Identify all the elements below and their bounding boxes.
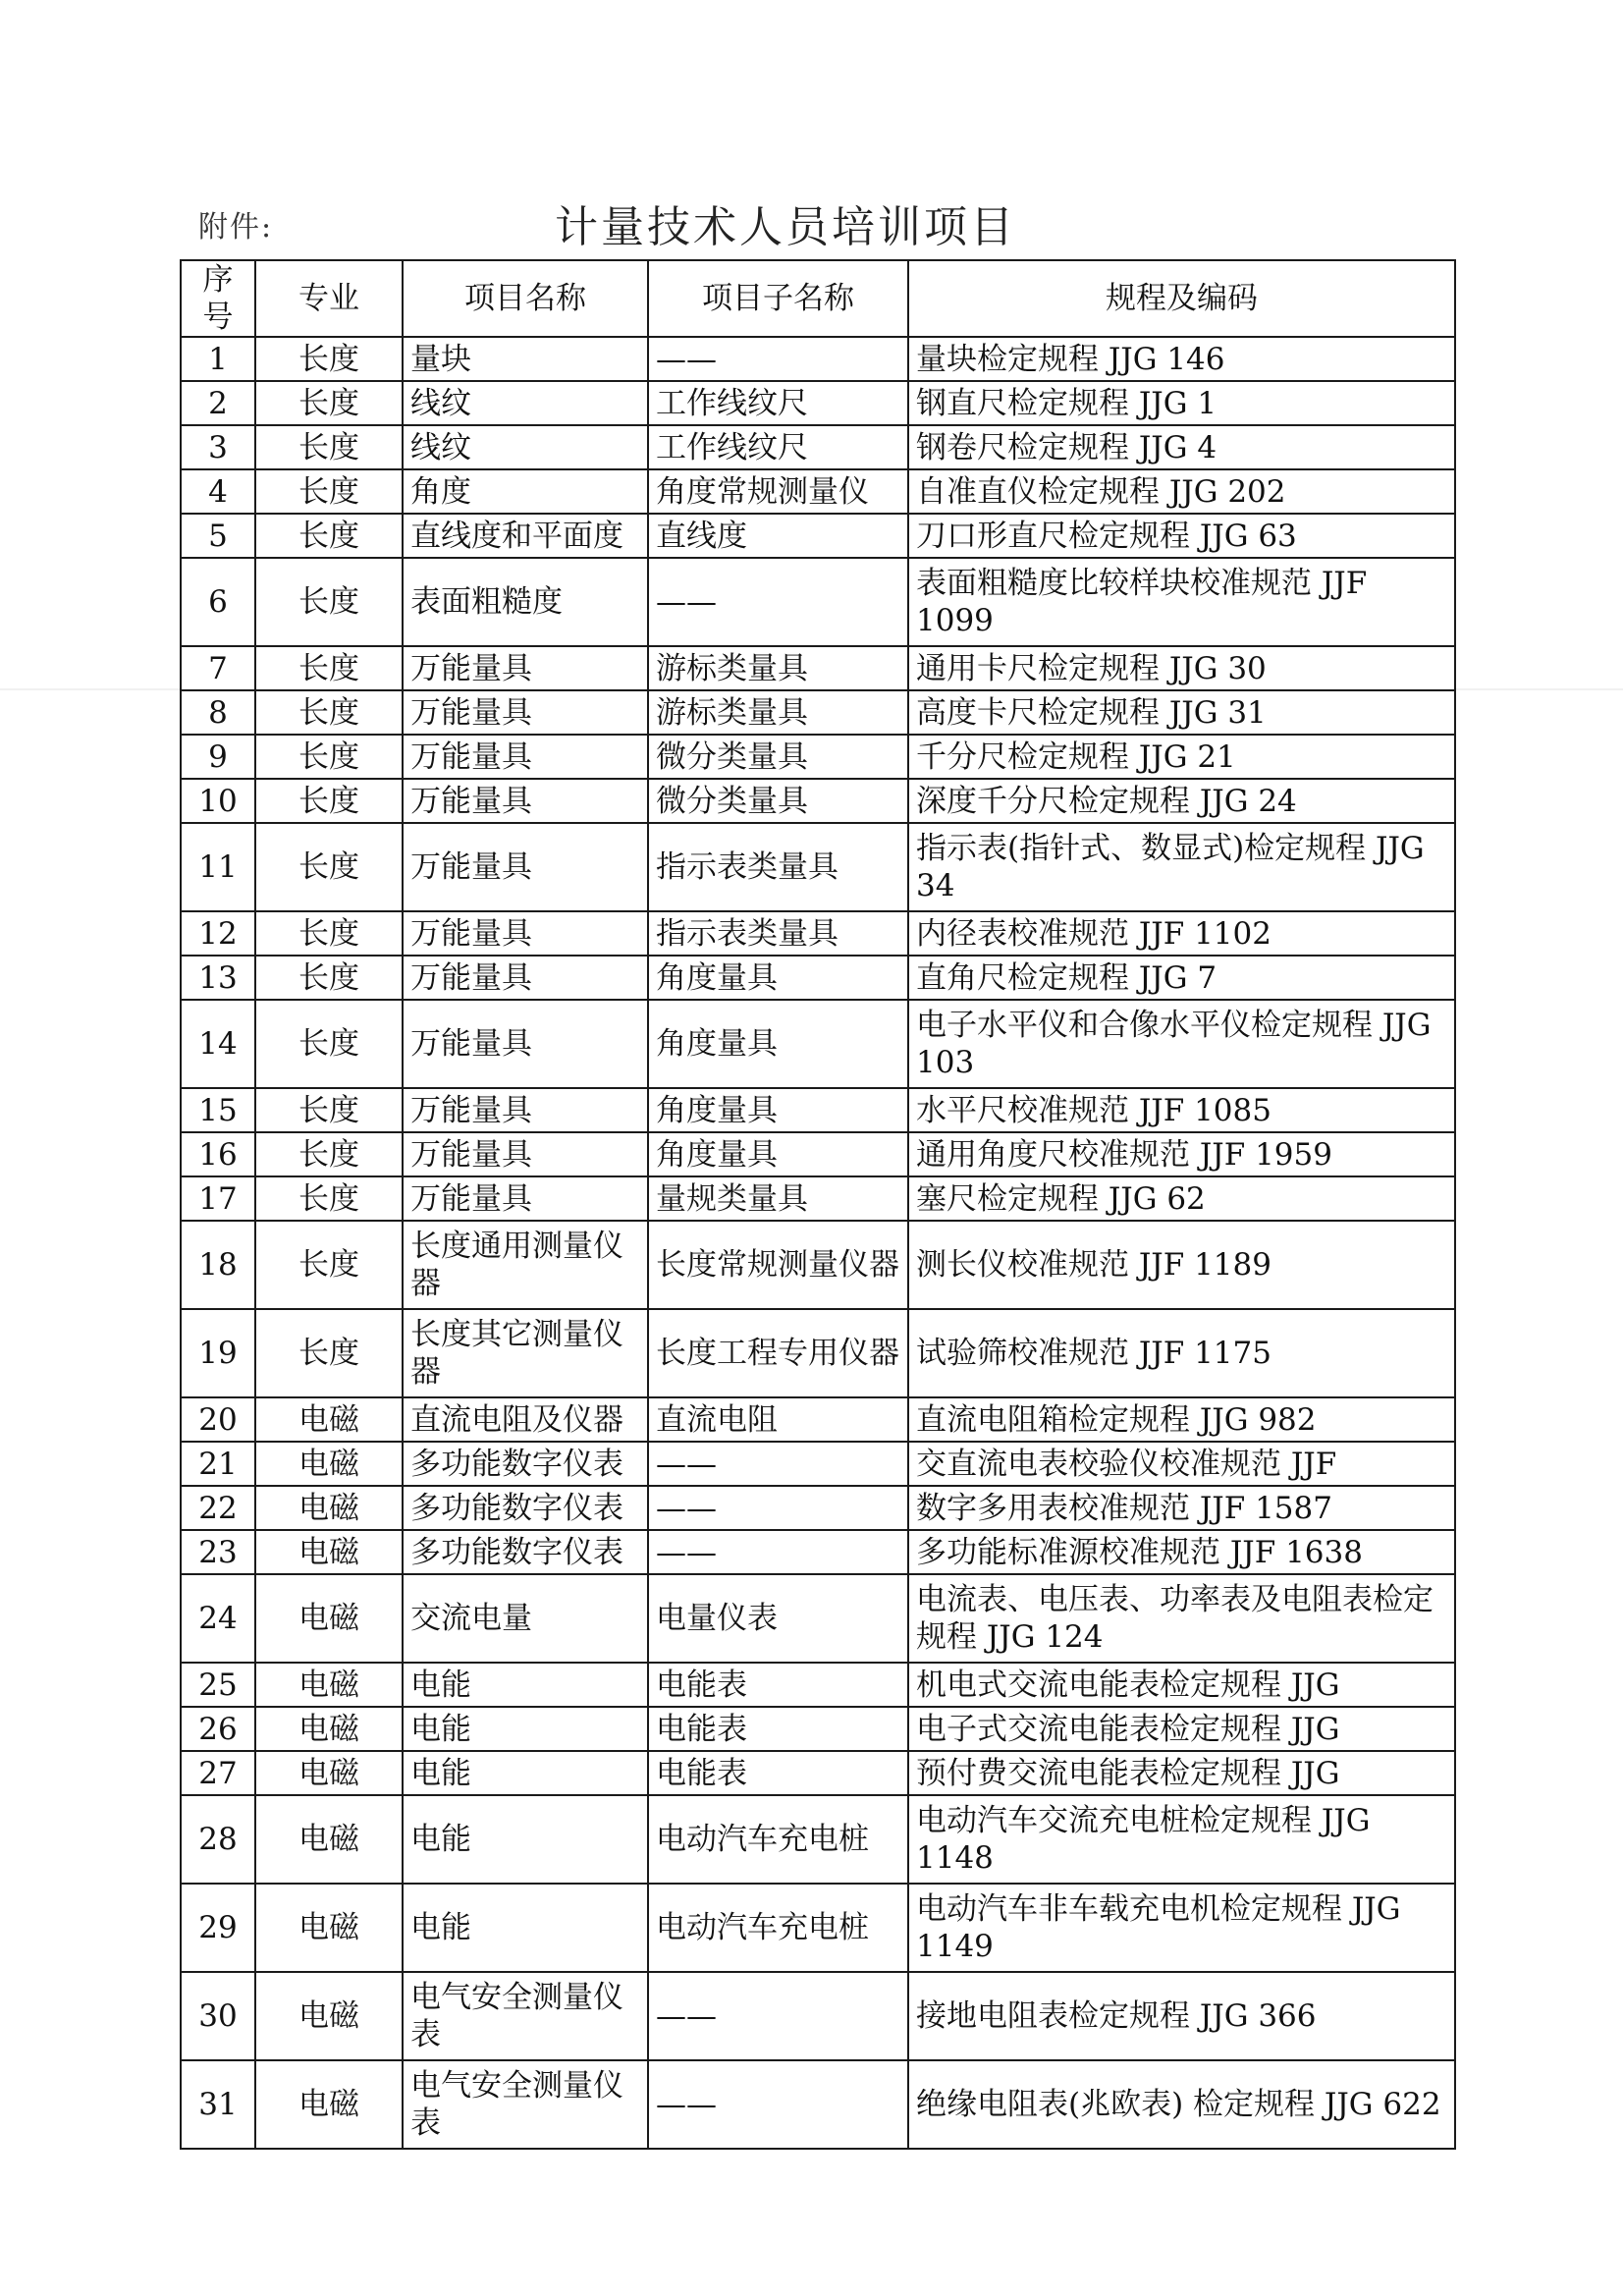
cell-subitem-name: 工作线纹尺: [648, 425, 908, 469]
cell-subitem-name: 角度量具: [648, 1132, 908, 1176]
cell-regulation: 电子水平仪和合像水平仪检定规程 JJG 103: [908, 1000, 1455, 1088]
cell-discipline: 长度: [255, 558, 403, 646]
table-row: [181, 735, 1455, 779]
table-row: [181, 823, 1455, 911]
cell-item-name: 电能: [403, 1884, 648, 1972]
table-row: [181, 911, 1455, 956]
cell-discipline: 长度: [255, 956, 403, 1000]
cell-regulation: 千分尺检定规程 JJG 21: [908, 735, 1455, 779]
cell-discipline: 长度: [255, 1132, 403, 1176]
cell-no: 22: [181, 1486, 255, 1530]
cell-subitem-name: 直流电阻: [648, 1397, 908, 1442]
cell-discipline: 长度: [255, 646, 403, 690]
table-row: [181, 1221, 1455, 1309]
header-discipline: 专业: [255, 260, 403, 337]
cell-subitem-name: 长度工程专用仪器: [648, 1309, 908, 1397]
cell-no: 6: [181, 558, 255, 646]
cell-subitem-name: 游标类量具: [648, 690, 908, 735]
table-row: [181, 514, 1455, 558]
cell-regulation: 多功能标准源校准规范 JJF 1638: [908, 1530, 1455, 1574]
cell-item-name: 长度其它测量仪器: [403, 1309, 648, 1397]
cell-item-name: 电能: [403, 1707, 648, 1751]
cell-discipline: 电磁: [255, 1707, 403, 1751]
cell-no: 11: [181, 823, 255, 911]
cell-regulation: 钢卷尺检定规程 JJG 4: [908, 425, 1455, 469]
cell-regulation: 塞尺检定规程 JJG 62: [908, 1176, 1455, 1221]
header-row: [181, 260, 1455, 337]
cell-item-name: 万能量具: [403, 911, 648, 956]
cell-item-name: 电能: [403, 1663, 648, 1707]
cell-discipline: 电磁: [255, 1442, 403, 1486]
cell-regulation: 试验筛校准规范 JJF 1175: [908, 1309, 1455, 1397]
header-subitem-name: 项目子名称: [648, 260, 908, 337]
cell-discipline: 电磁: [255, 1486, 403, 1530]
cell-no: 15: [181, 1088, 255, 1132]
cell-item-name: 线纹: [403, 381, 648, 425]
cell-subitem-name: 直线度: [648, 514, 908, 558]
table-row: [181, 425, 1455, 469]
cell-regulation: 电动汽车交流充电桩检定规程 JJG 1148: [908, 1795, 1455, 1884]
table-row: [181, 1530, 1455, 1574]
cell-regulation: 机电式交流电能表检定规程 JJG: [908, 1663, 1455, 1707]
cell-subitem-name: 工作线纹尺: [648, 381, 908, 425]
table-row: [181, 1795, 1455, 1884]
cell-discipline: 电磁: [255, 1530, 403, 1574]
cell-regulation: 直流电阻箱检定规程 JJG 982: [908, 1397, 1455, 1442]
cell-subitem-name: 角度常规测量仪: [648, 469, 908, 514]
table-row: [181, 1663, 1455, 1707]
cell-item-name: 万能量具: [403, 823, 648, 911]
cell-discipline: 长度: [255, 823, 403, 911]
cell-subitem-name: 电能表: [648, 1751, 908, 1795]
table-row: [181, 381, 1455, 425]
cell-subitem-name: 角度量具: [648, 1088, 908, 1132]
cell-no: 9: [181, 735, 255, 779]
cell-regulation: 量块检定规程 JJG 146: [908, 337, 1455, 381]
cell-item-name: 万能量具: [403, 1088, 648, 1132]
cell-item-name: 表面粗糙度: [403, 558, 648, 646]
cell-subitem-name: 量规类量具: [648, 1176, 908, 1221]
cell-regulation: 通用卡尺检定规程 JJG 30: [908, 646, 1455, 690]
cell-no: 5: [181, 514, 255, 558]
cell-regulation: 直角尺检定规程 JJG 7: [908, 956, 1455, 1000]
cell-no: 30: [181, 1972, 255, 2060]
page-title: 计量技术人员培训项目: [555, 202, 1016, 252]
cell-subitem-name: ——: [648, 2060, 908, 2149]
table-row: [181, 1000, 1455, 1088]
cell-item-name: 角度: [403, 469, 648, 514]
cell-discipline: 电磁: [255, 1972, 403, 2060]
cell-regulation: 水平尺校准规范 JJF 1085: [908, 1088, 1455, 1132]
cell-subitem-name: ——: [648, 558, 908, 646]
cell-regulation: 交直流电表校验仪校准规范 JJF: [908, 1442, 1455, 1486]
table-body: [181, 337, 1455, 2149]
cell-discipline: 电磁: [255, 1751, 403, 1795]
header-no: 序号: [181, 260, 255, 337]
cell-item-name: 电气安全测量仪表: [403, 1972, 648, 2060]
cell-item-name: 万能量具: [403, 956, 648, 1000]
table-row: [181, 1088, 1455, 1132]
cell-item-name: 线纹: [403, 425, 648, 469]
cell-no: 13: [181, 956, 255, 1000]
cell-no: 29: [181, 1884, 255, 1972]
cell-no: 23: [181, 1530, 255, 1574]
cell-item-name: 万能量具: [403, 779, 648, 823]
cell-item-name: 长度通用测量仪器: [403, 1221, 648, 1309]
cell-no: 2: [181, 381, 255, 425]
table-row: [181, 1884, 1455, 1972]
cell-subitem-name: ——: [648, 337, 908, 381]
cell-item-name: 万能量具: [403, 1000, 648, 1088]
cell-no: 10: [181, 779, 255, 823]
cell-subitem-name: 游标类量具: [648, 646, 908, 690]
cell-subitem-name: 微分类量具: [648, 779, 908, 823]
cell-discipline: 电磁: [255, 1574, 403, 1663]
cell-no: 7: [181, 646, 255, 690]
cell-subitem-name: 电量仪表: [648, 1574, 908, 1663]
cell-subitem-name: 角度量具: [648, 956, 908, 1000]
cell-no: 3: [181, 425, 255, 469]
cell-no: 16: [181, 1132, 255, 1176]
cell-item-name: 电能: [403, 1751, 648, 1795]
cell-discipline: 长度: [255, 514, 403, 558]
cell-no: 24: [181, 1574, 255, 1663]
table-row: [181, 646, 1455, 690]
cell-item-name: 量块: [403, 337, 648, 381]
cell-discipline: 长度: [255, 337, 403, 381]
cell-discipline: 电磁: [255, 1397, 403, 1442]
cell-discipline: 长度: [255, 735, 403, 779]
cell-no: 19: [181, 1309, 255, 1397]
cell-item-name: 电能: [403, 1795, 648, 1884]
cell-no: 31: [181, 2060, 255, 2149]
header-regulation: 规程及编码: [908, 260, 1455, 337]
cell-regulation: 内径表校准规范 JJF 1102: [908, 911, 1455, 956]
cell-subitem-name: 电动汽车充电桩: [648, 1884, 908, 1972]
cell-item-name: 万能量具: [403, 646, 648, 690]
cell-no: 26: [181, 1707, 255, 1751]
cell-no: 17: [181, 1176, 255, 1221]
cell-regulation: 电流表、电压表、功率表及电阻表检定规程 JJG 124: [908, 1574, 1455, 1663]
table-row: [181, 1972, 1455, 2060]
table-row: [181, 1397, 1455, 1442]
table-row: [181, 1751, 1455, 1795]
cell-discipline: 电磁: [255, 1663, 403, 1707]
table-row: [181, 1707, 1455, 1751]
cell-subitem-name: 电能表: [648, 1707, 908, 1751]
cell-no: 8: [181, 690, 255, 735]
cell-no: 25: [181, 1663, 255, 1707]
cell-no: 21: [181, 1442, 255, 1486]
table-row: [181, 1442, 1455, 1486]
cell-subitem-name: 长度常规测量仪器: [648, 1221, 908, 1309]
cell-regulation: 钢直尺检定规程 JJG 1: [908, 381, 1455, 425]
cell-item-name: 多功能数字仪表: [403, 1442, 648, 1486]
cell-discipline: 长度: [255, 1088, 403, 1132]
cell-regulation: 表面粗糙度比较样块校准规范 JJF 1099: [908, 558, 1455, 646]
cell-regulation: 通用角度尺校准规范 JJF 1959: [908, 1132, 1455, 1176]
cell-discipline: 电磁: [255, 1795, 403, 1884]
cell-item-name: 多功能数字仪表: [403, 1486, 648, 1530]
cell-discipline: 长度: [255, 425, 403, 469]
table-row: [181, 2060, 1455, 2149]
cell-subitem-name: ——: [648, 1486, 908, 1530]
cell-regulation: 数字多用表校准规范 JJF 1587: [908, 1486, 1455, 1530]
cell-subitem-name: ——: [648, 1442, 908, 1486]
table-row: [181, 1574, 1455, 1663]
cell-regulation: 自准直仪检定规程 JJG 202: [908, 469, 1455, 514]
cell-discipline: 电磁: [255, 2060, 403, 2149]
cell-regulation: 刀口形直尺检定规程 JJG 63: [908, 514, 1455, 558]
cell-regulation: 高度卡尺检定规程 JJG 31: [908, 690, 1455, 735]
table-row: [181, 1132, 1455, 1176]
cell-discipline: 长度: [255, 381, 403, 425]
cell-subitem-name: 角度量具: [648, 1000, 908, 1088]
cell-regulation: 接地电阻表检定规程 JJG 366: [908, 1972, 1455, 2060]
cell-item-name: 直线度和平面度: [403, 514, 648, 558]
cell-subitem-name: 指示表类量具: [648, 911, 908, 956]
cell-discipline: 长度: [255, 1176, 403, 1221]
header-item-name: 项目名称: [403, 260, 648, 337]
cell-regulation: 测长仪校准规范 JJF 1189: [908, 1221, 1455, 1309]
cell-discipline: 长度: [255, 1000, 403, 1088]
cell-regulation: 深度千分尺检定规程 JJG 24: [908, 779, 1455, 823]
cell-item-name: 万能量具: [403, 735, 648, 779]
table-row: [181, 337, 1455, 381]
cell-subitem-name: 微分类量具: [648, 735, 908, 779]
attachment-label: 附件:: [198, 210, 274, 245]
cell-discipline: 长度: [255, 911, 403, 956]
cell-no: 12: [181, 911, 255, 956]
cell-no: 4: [181, 469, 255, 514]
cell-discipline: 长度: [255, 469, 403, 514]
table-row: [181, 779, 1455, 823]
cell-no: 28: [181, 1795, 255, 1884]
table-row: [181, 1309, 1455, 1397]
cell-item-name: 交流电量: [403, 1574, 648, 1663]
cell-no: 27: [181, 1751, 255, 1795]
cell-subitem-name: 电动汽车充电桩: [648, 1795, 908, 1884]
training-items-table: [180, 259, 1456, 2150]
cell-discipline: 长度: [255, 1309, 403, 1397]
cell-subitem-name: 指示表类量具: [648, 823, 908, 911]
table-row: [181, 956, 1455, 1000]
cell-item-name: 多功能数字仪表: [403, 1530, 648, 1574]
cell-discipline: 长度: [255, 1221, 403, 1309]
table-row: [181, 1486, 1455, 1530]
cell-item-name: 直流电阻及仪器: [403, 1397, 648, 1442]
table-row: [181, 558, 1455, 646]
cell-item-name: 万能量具: [403, 690, 648, 735]
cell-no: 18: [181, 1221, 255, 1309]
cell-regulation: 指示表(指针式、数显式)检定规程 JJG 34: [908, 823, 1455, 911]
cell-discipline: 长度: [255, 779, 403, 823]
cell-no: 1: [181, 337, 255, 381]
cell-subitem-name: ——: [648, 1972, 908, 2060]
cell-regulation: 绝缘电阻表(兆欧表) 检定规程 JJG 622: [908, 2060, 1455, 2149]
cell-discipline: 电磁: [255, 1884, 403, 1972]
cell-item-name: 万能量具: [403, 1176, 648, 1221]
cell-regulation: 预付费交流电能表检定规程 JJG: [908, 1751, 1455, 1795]
cell-no: 14: [181, 1000, 255, 1088]
cell-subitem-name: 电能表: [648, 1663, 908, 1707]
cell-discipline: 长度: [255, 690, 403, 735]
cell-item-name: 电气安全测量仪表: [403, 2060, 648, 2149]
table-row: [181, 469, 1455, 514]
cell-item-name: 万能量具: [403, 1132, 648, 1176]
cell-subitem-name: ——: [648, 1530, 908, 1574]
cell-regulation: 电子式交流电能表检定规程 JJG: [908, 1707, 1455, 1751]
cell-no: 20: [181, 1397, 255, 1442]
table-row: [181, 1176, 1455, 1221]
table-row: [181, 690, 1455, 735]
cell-regulation: 电动汽车非车载充电机检定规程 JJG 1149: [908, 1884, 1455, 1972]
